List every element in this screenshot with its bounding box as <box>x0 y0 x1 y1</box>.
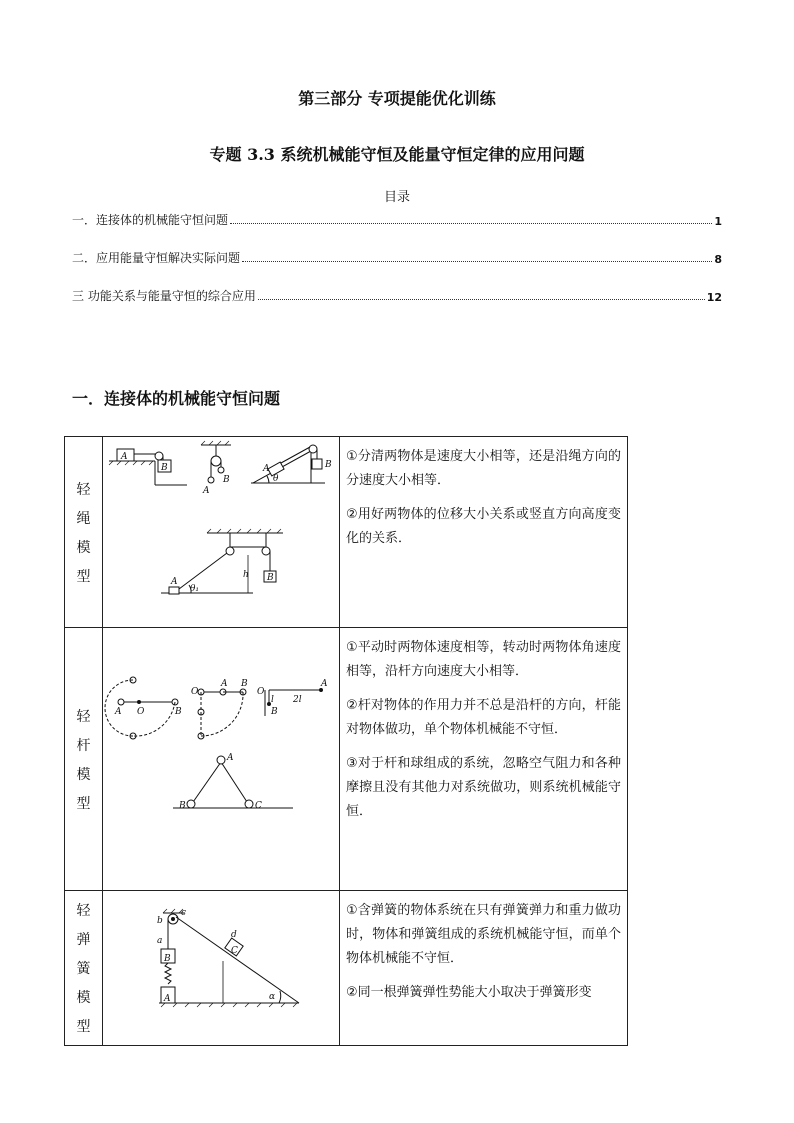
spring-model-diagram <box>103 891 339 1041</box>
table-of-contents <box>72 208 722 322</box>
category-char: 弹 <box>76 932 91 948</box>
label-theta: θ <box>273 474 279 484</box>
model-row-rod <box>65 628 628 891</box>
category-char: 轻 <box>76 481 91 498</box>
label-b: B <box>223 475 230 485</box>
label-a-lower: a <box>157 936 163 946</box>
label-b-lower: b <box>157 916 163 926</box>
label-h: h <box>243 570 249 580</box>
label-a: A <box>227 753 234 763</box>
label-b: B <box>241 679 248 689</box>
category-char: 型 <box>76 1019 91 1035</box>
toc-leader-dots <box>258 299 705 300</box>
label-l: l <box>271 695 274 705</box>
category-char: 模 <box>76 539 91 556</box>
label-b: B <box>267 573 274 583</box>
toc-entry-label[interactable]: 一．连接体的机械能守恒问题 <box>72 213 229 227</box>
label-a: A <box>164 994 171 1004</box>
category-char: 模 <box>76 990 91 1006</box>
section-heading: 一．连接体的机械能守恒问题 <box>72 389 281 408</box>
toc-entry-page[interactable]: 12 <box>706 291 722 304</box>
toc-entry-2[interactable] <box>72 246 722 266</box>
toc-entry-1[interactable] <box>72 208 722 228</box>
label-a: A <box>263 464 270 474</box>
category-char: 绳 <box>76 510 91 527</box>
model-figure <box>103 891 340 1046</box>
model-table <box>64 436 628 1046</box>
category-char: 簧 <box>76 961 91 977</box>
category-char: 型 <box>76 568 91 585</box>
label-b: B <box>325 460 332 470</box>
label-alpha: α <box>269 992 276 1002</box>
rope-model-diagram <box>103 437 339 623</box>
model-figure <box>103 437 340 628</box>
part-title: 第三部分 专项提能优化训练 <box>298 89 496 108</box>
label-o: O <box>257 687 265 697</box>
model-figure <box>103 628 340 891</box>
point: ②用好两物体的位移大小关系或竖直方向高度变化的关系． <box>346 507 621 546</box>
model-description <box>340 628 628 891</box>
label-theta1: θ₁ <box>190 584 200 594</box>
model-row-rope <box>65 437 628 628</box>
toc-entry-label[interactable]: 二．应用能量守恒解决实际问题 <box>72 251 241 265</box>
label-a: A <box>121 452 128 462</box>
category-char: 杆 <box>76 737 91 754</box>
label-c-lower: c <box>181 908 187 918</box>
label-b: B <box>271 707 278 717</box>
toc-entry-page[interactable]: 1 <box>714 215 722 228</box>
point: ②同一根弹簧弹性势能大小取决于弹簧形变 <box>346 985 592 1000</box>
category-char: 轻 <box>76 903 91 919</box>
label-a: A <box>321 679 328 689</box>
toc-entry-3[interactable] <box>72 284 722 304</box>
label-o: O <box>137 707 145 717</box>
label-d-lower: d <box>231 930 237 940</box>
label-c: C <box>255 801 262 811</box>
model-description <box>340 437 628 628</box>
model-row-spring <box>65 891 628 1046</box>
toc-heading: 目录 <box>383 190 410 205</box>
label-b: B <box>161 463 168 473</box>
model-category <box>65 891 103 1046</box>
label-a: A <box>221 679 228 689</box>
model-description <box>340 891 628 1046</box>
category-char: 型 <box>76 795 91 812</box>
model-category <box>65 628 103 891</box>
point: ①平动时两物体速度相等，转动时两物体角速度相等，沿杆方向速度大小相等． <box>346 640 621 679</box>
toc-leader-dots <box>230 223 712 224</box>
point: ③对于杆和球组成的系统，忽略空气阻力和各种摩擦且没有其他力对系统做功，则系统机械能守恒． <box>346 756 621 819</box>
label-b: B <box>179 801 186 811</box>
point: ①含弹簧的物体系统在只有弹簧弹力和重力做功时，物体和弹簧组成的系统机械能守恒，而单个物体机械能不守恒． <box>346 903 621 966</box>
label-2l: 2l <box>293 695 302 705</box>
point: ①分清两物体是速度大小相等，还是沿绳方向的分速度大小相等． <box>346 449 621 488</box>
label-a: A <box>203 486 210 496</box>
category-char: 轻 <box>76 708 91 725</box>
toc-entry-label[interactable]: 三 功能关系与能量守恒的综合应用 <box>72 289 256 303</box>
point: ②杆对物体的作用力并不总是沿杆的方向，杆能对物体做功，单个物体机械能不守恒． <box>346 698 621 737</box>
topic-title: 专题 3.3 系统机械能守恒及能量守恒定律的应用问题 <box>209 145 585 164</box>
label-b: B <box>164 954 171 964</box>
label-a: A <box>171 577 178 587</box>
category-char: 模 <box>76 766 91 783</box>
label-o: O <box>191 687 199 697</box>
model-category <box>65 437 103 628</box>
label-c: C <box>231 946 238 956</box>
label-a: A <box>115 707 122 717</box>
toc-entry-page[interactable]: 8 <box>714 253 722 266</box>
label-b: B <box>175 707 182 717</box>
rod-model-diagram <box>103 628 339 886</box>
toc-leader-dots <box>242 261 712 262</box>
